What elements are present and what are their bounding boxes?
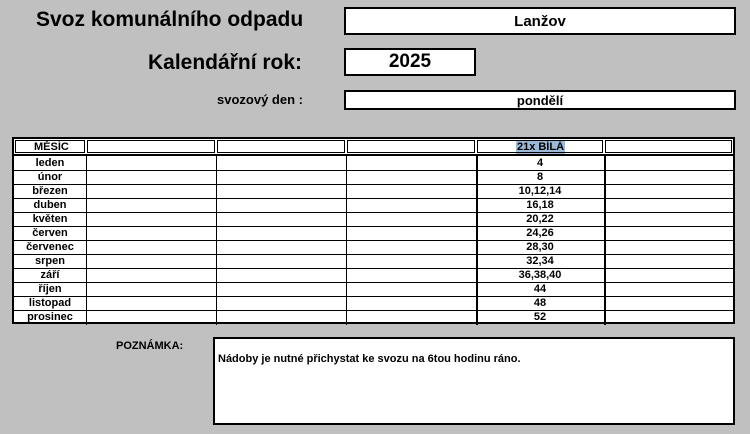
empty-cell[interactable]	[604, 268, 733, 282]
empty-cell[interactable]	[346, 282, 476, 296]
empty-cell[interactable]	[346, 156, 476, 170]
month-cell[interactable]: prosinec	[27, 310, 73, 323]
header-cell-frame	[477, 140, 603, 153]
empty-cell[interactable]	[346, 296, 476, 310]
empty-cell[interactable]	[604, 170, 733, 184]
empty-cell[interactable]	[604, 212, 733, 226]
page-title: Svoz komunálního odpadu	[36, 8, 304, 31]
empty-cell[interactable]	[604, 226, 733, 240]
empty-cell[interactable]	[86, 170, 216, 184]
year-label: Kalendářní rok:	[148, 51, 303, 74]
column-divider	[86, 155, 87, 325]
column-divider	[216, 155, 217, 325]
empty-cell[interactable]	[346, 184, 476, 198]
header-cell-frame	[605, 140, 732, 153]
collection-week-cell[interactable]: 32,34	[526, 254, 554, 267]
empty-cell[interactable]	[216, 310, 346, 324]
empty-cell[interactable]	[346, 212, 476, 226]
month-cell[interactable]: červen	[32, 226, 68, 239]
month-cell[interactable]: září	[40, 268, 60, 281]
empty-cell[interactable]	[86, 184, 216, 198]
empty-cell[interactable]	[86, 226, 216, 240]
collection-day-field[interactable]: pondělí	[344, 90, 736, 110]
month-cell[interactable]: květen	[32, 212, 68, 225]
collection-week-cell[interactable]: 52	[533, 310, 547, 323]
empty-cell[interactable]	[346, 198, 476, 212]
month-cell[interactable]: listopad	[28, 296, 72, 309]
column-divider	[476, 155, 478, 325]
column-divider	[604, 155, 606, 325]
empty-cell[interactable]	[86, 198, 216, 212]
month-column-header: MĚSÍC	[34, 140, 69, 153]
empty-cell[interactable]	[86, 282, 216, 296]
collection-week-cell[interactable]: 16,18	[526, 198, 554, 211]
header-cell-frame	[87, 140, 215, 153]
month-cell[interactable]: leden	[35, 156, 65, 169]
empty-cell[interactable]	[604, 198, 733, 212]
empty-cell[interactable]	[346, 268, 476, 282]
note-field[interactable]: Nádoby je nutné přichystat ke svozu na 6tou hodinu ráno.	[213, 337, 735, 425]
note-label: POZNÁMKA:	[116, 340, 184, 352]
header-cell-frame	[347, 140, 475, 153]
month-cell[interactable]: únor	[37, 170, 63, 183]
empty-cell[interactable]	[604, 282, 733, 296]
empty-cell[interactable]	[216, 212, 346, 226]
village-field[interactable]: Lanžov	[344, 7, 736, 35]
empty-cell[interactable]	[86, 240, 216, 254]
month-cell[interactable]: březen	[32, 184, 68, 197]
empty-cell[interactable]	[604, 254, 733, 268]
empty-cell[interactable]	[86, 296, 216, 310]
collection-week-cell[interactable]: 48	[533, 296, 547, 309]
empty-cell[interactable]	[346, 310, 476, 324]
empty-cell[interactable]	[346, 226, 476, 240]
empty-cell[interactable]	[216, 240, 346, 254]
empty-cell[interactable]	[86, 268, 216, 282]
collection-table	[12, 137, 735, 324]
empty-cell[interactable]	[604, 310, 733, 324]
empty-cell[interactable]	[346, 240, 476, 254]
month-cell[interactable]: červenec	[26, 240, 74, 253]
selected-header-text: 21x BÍLÁ	[516, 140, 565, 153]
column-divider	[346, 155, 347, 325]
collection-week-cell[interactable]: 4	[536, 156, 544, 169]
empty-cell[interactable]	[86, 310, 216, 324]
collection-week-cell[interactable]: 36,38,40	[518, 268, 562, 281]
collection-week-cell[interactable]: 24,26	[526, 226, 554, 239]
empty-cell[interactable]	[216, 268, 346, 282]
collection-day-label: svozový den :	[217, 92, 303, 107]
empty-cell[interactable]	[216, 156, 346, 170]
empty-cell[interactable]	[604, 240, 733, 254]
empty-cell[interactable]	[86, 212, 216, 226]
header-cell-frame	[217, 140, 345, 153]
empty-cell[interactable]	[216, 184, 346, 198]
empty-cell[interactable]	[346, 170, 476, 184]
collection-week-cell[interactable]: 20,22	[526, 212, 554, 225]
empty-cell[interactable]	[604, 296, 733, 310]
collection-week-cell[interactable]: 8	[536, 170, 544, 183]
empty-cell[interactable]	[604, 156, 733, 170]
header-cell-frame	[15, 140, 85, 153]
empty-cell[interactable]	[86, 254, 216, 268]
empty-cell[interactable]	[216, 226, 346, 240]
empty-cell[interactable]	[346, 254, 476, 268]
collection-week-cell[interactable]: 44	[533, 282, 547, 295]
empty-cell[interactable]	[216, 198, 346, 212]
empty-cell[interactable]	[216, 296, 346, 310]
empty-cell[interactable]	[216, 170, 346, 184]
empty-cell[interactable]	[216, 282, 346, 296]
empty-cell[interactable]	[86, 156, 216, 170]
empty-cell[interactable]	[604, 184, 733, 198]
year-field[interactable]: 2025	[344, 48, 476, 76]
empty-cell[interactable]	[216, 254, 346, 268]
month-cell[interactable]: duben	[33, 198, 67, 211]
month-cell[interactable]: srpen	[35, 254, 65, 267]
month-cell[interactable]: říjen	[38, 282, 62, 295]
collection-week-cell[interactable]: 10,12,14	[518, 184, 562, 197]
collection-week-cell[interactable]: 28,30	[526, 240, 554, 253]
